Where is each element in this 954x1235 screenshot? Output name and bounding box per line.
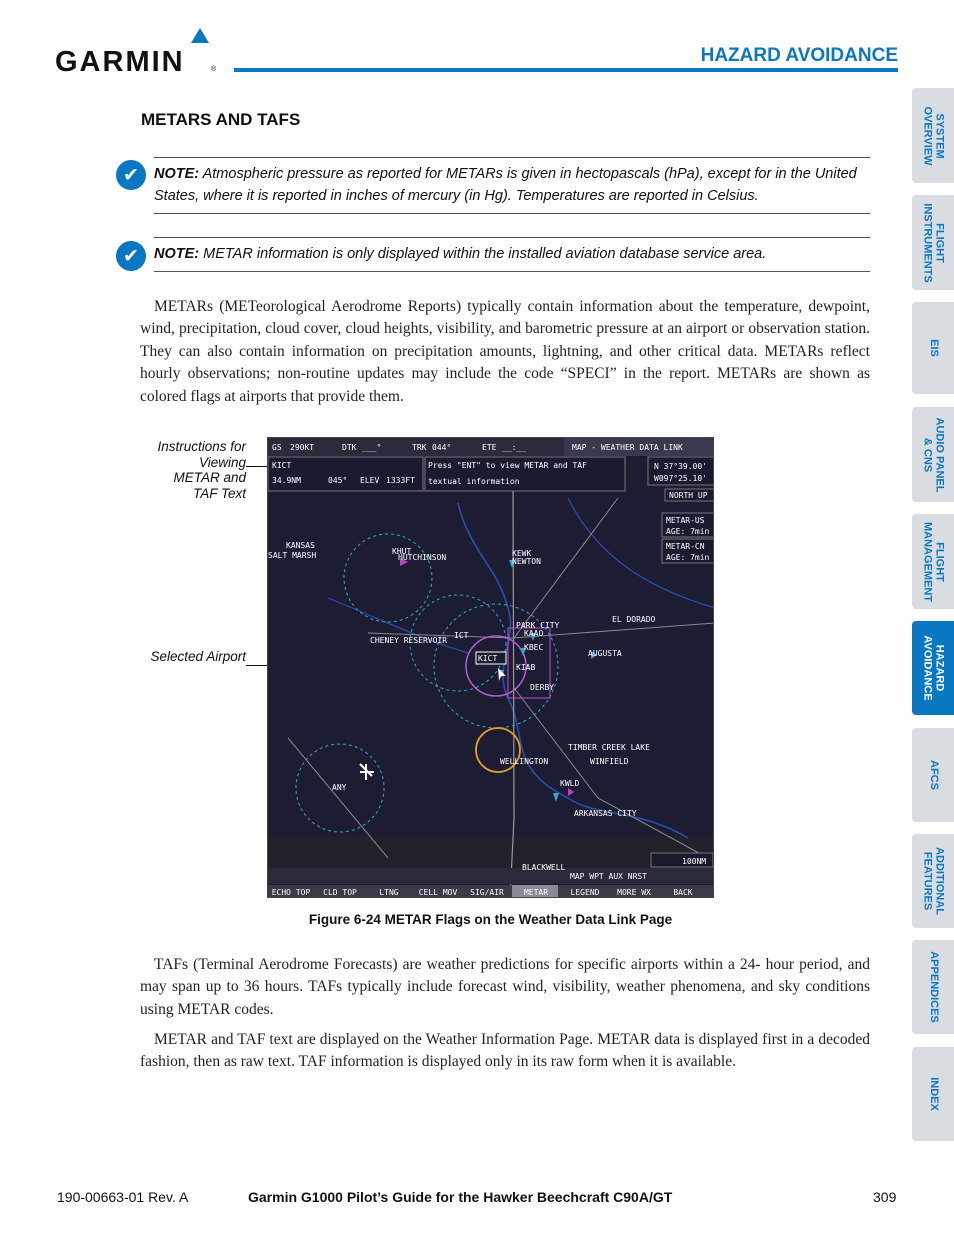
instruction-line: Press "ENT" to view METAR and TAF bbox=[428, 461, 587, 470]
map-label: BLACKWELL bbox=[522, 863, 566, 872]
elev-label: ELEV bbox=[360, 476, 380, 485]
softkey-ltng: LTNG bbox=[379, 888, 399, 897]
softkey-metar: METAR bbox=[523, 888, 549, 897]
mfd-screen-svg bbox=[268, 438, 714, 898]
map-label: KANSAS bbox=[286, 541, 315, 550]
trk-label: TRK bbox=[412, 443, 427, 452]
map-label: WINFIELD bbox=[590, 757, 629, 766]
map-status-label: MAP WPT AUX NRST bbox=[570, 872, 648, 881]
logo-wordmark: GARMIN bbox=[55, 46, 185, 78]
trk-value: 044° bbox=[432, 443, 452, 452]
tab-eis[interactable]: EIS bbox=[912, 302, 954, 394]
position-lon: W097°25.10' bbox=[654, 474, 707, 483]
note-check-icon: ✔ bbox=[116, 241, 146, 271]
orientation-label: NORTH UP bbox=[669, 491, 708, 500]
map-label: HUTCHINSON bbox=[398, 553, 447, 562]
tab-flight-management[interactable]: FLIGHT MANAGEMENT bbox=[912, 514, 954, 609]
note-label: NOTE: bbox=[154, 166, 200, 182]
dtk-value: ___° bbox=[362, 443, 382, 452]
page-title: MAP - WEATHER DATA LINK bbox=[572, 443, 683, 452]
page-number: 309 bbox=[873, 1189, 897, 1205]
callout-selected-airport: Selected Airport bbox=[150, 649, 246, 664]
map-label: DERBY bbox=[530, 683, 555, 692]
tab-additional-features[interactable]: ADDITIONAL FEATURES bbox=[912, 834, 954, 928]
note-2 bbox=[154, 237, 870, 272]
softkey-legend: LEGEND bbox=[570, 888, 600, 897]
ete-label: ETE bbox=[482, 443, 497, 452]
softkey-echo-top: ECHO TOP bbox=[271, 888, 311, 897]
legend-age: AGE: 7min bbox=[666, 553, 710, 562]
softkey-cld-top: CLD TOP bbox=[323, 888, 357, 897]
dtk-label: DTK bbox=[342, 443, 357, 452]
softkey-sig-air: SIG/AIR bbox=[470, 888, 504, 897]
tab-afcs[interactable]: AFCS bbox=[912, 728, 954, 822]
page-heading: METARS AND TAFS bbox=[141, 110, 301, 129]
map-label: SALT MARSH bbox=[268, 551, 317, 560]
softkey-back: BACK bbox=[673, 888, 693, 897]
legend-name: METAR-US bbox=[666, 516, 705, 525]
elev-value: 1333FT bbox=[386, 476, 415, 485]
header-rule bbox=[234, 68, 898, 72]
doc-title: Garmin G1000 Pilot’s Guide for the Hawker Beechcraft C90A/GT bbox=[248, 1189, 673, 1205]
tab-index[interactable]: INDEX bbox=[912, 1047, 954, 1141]
figure-caption: Figure 6-24 METAR Flags on the Weather Data Link Page bbox=[308, 912, 673, 927]
doc-number: 190-00663-01 Rev. A bbox=[57, 1189, 189, 1205]
map-label: NEWTON bbox=[512, 557, 541, 566]
map-status-bar bbox=[268, 868, 714, 884]
logo-triangle-icon bbox=[191, 28, 209, 43]
waypoint-distance: 34.9NM bbox=[272, 476, 301, 485]
position-lat: N 37°39.00' bbox=[654, 462, 707, 471]
map-label: ANY bbox=[332, 783, 347, 792]
legend-name: METAR-CN bbox=[666, 542, 705, 551]
gs-label: GS bbox=[272, 443, 282, 452]
map-label: CHENEY RESERVOIR bbox=[370, 636, 448, 645]
map-label: KHUT bbox=[392, 547, 412, 556]
instruction-line: textual information bbox=[428, 477, 520, 486]
body-paragraph: METARs (METeorological Aerodrome Reports) typically contain information about the temperature, dewpoint, wind, precipitation, cloud cover, cloud heights, visibility, and barometric pressure at an airport or observation station. They can also contain information on precipitation amounts, lightning, and other critical data. METARs reflect hourly observations; non-routine updates may include the code “SPECI” in the report. METARs are shown as colored flags at airports that provide them. bbox=[140, 298, 870, 405]
map-label: PARK CITY bbox=[516, 621, 560, 630]
map-label: WELLINGTON bbox=[500, 757, 549, 766]
map-label: KWLD bbox=[560, 779, 580, 788]
callout-instructions: Instructions for Viewing METAR and TAF Text bbox=[157, 439, 246, 501]
note-text: METAR information is only displayed within the installed aviation database service area. bbox=[203, 246, 767, 262]
map-label: KBEC bbox=[524, 643, 544, 652]
waypoint-id: KICT bbox=[272, 461, 292, 470]
softkey-cell-mov: CELL MOV bbox=[418, 888, 458, 897]
ete-value: __:__ bbox=[502, 443, 527, 452]
map-label: ICT bbox=[454, 631, 469, 640]
map-label: EL DORADO bbox=[612, 615, 656, 624]
tab-appendices[interactable]: APPENDICES bbox=[912, 940, 954, 1034]
note-check-icon: ✔ bbox=[116, 160, 146, 190]
map-label: AUGUSTA bbox=[588, 649, 622, 658]
softkey-more-wx: MORE WX bbox=[617, 888, 651, 897]
gs-value: 290KT bbox=[290, 443, 315, 452]
body-paragraph: TAFs (Terminal Aerodrome Forecasts) are weather predictions for specific airports within a 24- hour period, and may span up to 36 hours. TAFs typically include forecast wind, visibility, weather phenomena, and sky conditions using METAR codes. bbox=[140, 956, 870, 1018]
section-title: HAZARD AVOIDANCE bbox=[700, 45, 898, 66]
registered-mark-icon: ® bbox=[211, 66, 217, 73]
body-paragraph: METAR and TAF text are displayed on the Weather Information Page. METAR data is displayed first in a decoded fashion, then as raw text. TAF information is displayed only in its raw form when it is available. bbox=[140, 1031, 870, 1071]
map-scale: 100NM bbox=[682, 857, 707, 866]
tab-system-overview[interactable]: SYSTEM OVERVIEW bbox=[912, 88, 954, 183]
map-label: KAAO bbox=[524, 629, 544, 638]
mfd-screenshot bbox=[267, 437, 714, 898]
map-label: ARKANSAS CITY bbox=[574, 809, 637, 818]
waypoint-bearing: 045° bbox=[328, 476, 348, 485]
map-label: KIAB bbox=[516, 663, 536, 672]
tab-hazard-avoidance[interactable]: HAZARD AVOIDANCE bbox=[912, 621, 954, 715]
map-label: TIMBER CREEK LAKE bbox=[568, 743, 650, 752]
tab-audio-panel-cns[interactable]: AUDIO PANEL & CNS bbox=[912, 407, 954, 502]
note-text: Atmospheric pressure as reported for METARs is given in hectopascals (hPa), except for in the United States, where it is reported in inches of mercury (in Hg). Temperatures are reported in Celsius. bbox=[154, 166, 857, 204]
legend-age: AGE: 7min bbox=[666, 527, 710, 536]
tab-flight-instruments[interactable]: FLIGHT INSTRUMENTS bbox=[912, 195, 954, 290]
garmin-logo bbox=[55, 28, 220, 78]
note-1 bbox=[154, 157, 870, 214]
map-label: KICT bbox=[478, 654, 498, 663]
note-label: NOTE: bbox=[154, 246, 200, 262]
map-label: KEWK bbox=[512, 549, 532, 558]
